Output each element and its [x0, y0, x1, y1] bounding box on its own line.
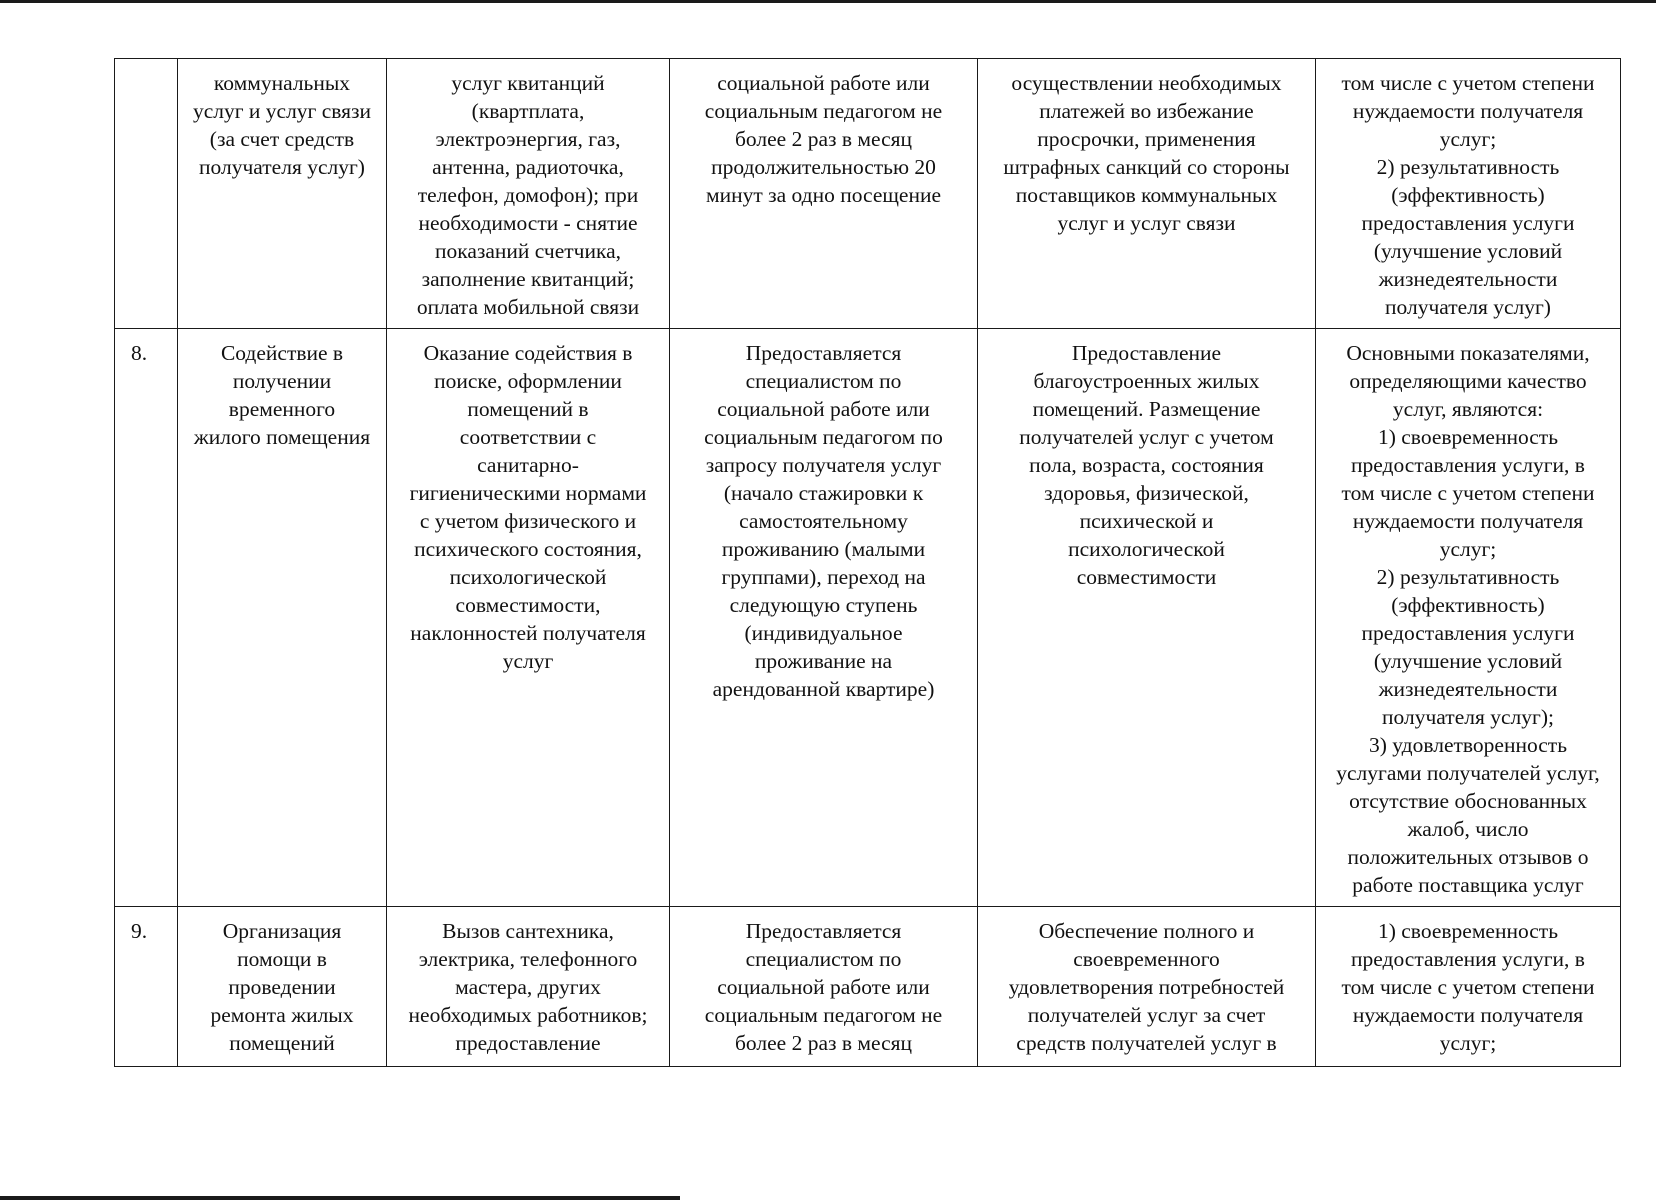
cell-text-line: с учетом физического и [419, 509, 637, 533]
cell-text-line: получателей услуг за счет [1027, 1003, 1266, 1027]
cell-text-line: необходимости - снятие [418, 211, 638, 235]
cell-text-line: санитарно- [477, 453, 579, 477]
cell-text-line: необходимых работников; [408, 1003, 648, 1027]
cell-text-line: (за счет средств [209, 127, 355, 151]
cell-text-line: минут за одно посещение [705, 183, 942, 207]
row-number-cell [115, 59, 178, 329]
cell-text-line: получении [232, 369, 332, 393]
cell-text-line: заполнение квитанций; [421, 267, 635, 291]
cell-text-line: услуг, являются: [1392, 397, 1544, 421]
cell-text-line: проживание на [754, 649, 893, 673]
cell-text-line: том числе с учетом степени [1341, 975, 1595, 999]
cell-text-line: Предоставление [1071, 341, 1222, 365]
cell-text-line: осуществлении необходимых [1011, 71, 1282, 95]
cell-text-line: Организация [222, 919, 342, 943]
cell-text-line: поиске, оформлении [434, 369, 622, 393]
cell-text-line: гигиеническими нормами [409, 481, 647, 505]
service-content-cell [387, 329, 670, 907]
cell-text-line: оплата мобильной связи [416, 295, 640, 319]
cell-text-line: своевременного [1073, 947, 1220, 971]
cell-text-line: совместимости, [455, 593, 601, 617]
cell-text-line: жилого помещения [193, 425, 371, 449]
cell-text-line: запросу получателя услуг [705, 453, 942, 477]
cell-text-line: Предоставляется [745, 341, 902, 365]
cell-text-line: показаний счетчика, [434, 239, 622, 263]
cell-text-line: самостоятельному [739, 509, 908, 533]
cell-text-line: социальным педагогом не [704, 1003, 943, 1027]
cell-text-line: 2) результативность [1376, 565, 1560, 589]
cell-text-line: услуг [502, 649, 554, 673]
cell-text-line: пола, возраста, состояния [1029, 453, 1264, 477]
cell-text-line: Содействие в [220, 341, 344, 365]
cell-text-line: 2) результативность [1376, 155, 1560, 179]
cell-text-line: социальной работе или [717, 975, 930, 999]
cell-text-line: социальным педагогом по [704, 425, 943, 449]
cell-text-line: получателя услуг) [199, 155, 365, 179]
cell-text-line: нуждаемости получателя [1352, 99, 1584, 123]
cell-text-line: услуг квитанций [451, 71, 605, 95]
service-terms-cell [670, 907, 978, 1067]
cell-text-line: электрика, телефонного [418, 947, 638, 971]
service-name-cell [178, 59, 387, 329]
cell-text-line: психической и [1079, 509, 1214, 533]
cell-text-line: жалоб, число [1407, 817, 1529, 841]
cell-text-line: штрафных санкций со стороны [1003, 155, 1290, 179]
cell-text-line: Основными показателями, [1346, 341, 1590, 365]
cell-text-line: телефон, домофон); при [417, 183, 639, 207]
cell-text-line: проживанию (малыми [721, 537, 926, 561]
cell-text-line: том числе с учетом степени [1341, 71, 1595, 95]
cell-text-line: арендованной квартире) [712, 677, 935, 701]
cell-text-line: специалистом по [745, 369, 902, 393]
cell-text-line: предоставления услуги [1361, 621, 1575, 645]
cell-text-line: предоставления услуги [1361, 211, 1575, 235]
service-result-cell [978, 329, 1316, 907]
quality-indicators-cell [1316, 329, 1621, 907]
cell-text-line: том числе с учетом степени [1341, 481, 1595, 505]
service-result-cell [978, 907, 1316, 1067]
cell-text-line: средств получателей услуг в [1016, 1031, 1277, 1055]
cell-text-line: предоставления услуги, в [1351, 453, 1585, 477]
row-number: 8. [131, 341, 148, 365]
cell-text-line: психического состояния, [414, 537, 642, 561]
cell-text-line: ремонта жилых [210, 1003, 354, 1027]
table-row [115, 329, 1621, 907]
cell-text-line: (улучшение условий [1373, 239, 1563, 263]
cell-text-line: поставщиков коммунальных [1015, 183, 1278, 207]
cell-text-line: более 2 раз в месяц [734, 1031, 913, 1055]
quality-indicators-cell [1316, 59, 1621, 329]
cell-text-line: положительных отзывов о [1347, 845, 1589, 869]
cell-text-line: (улучшение условий [1373, 649, 1563, 673]
cell-text-line: коммунальных [213, 71, 351, 95]
cell-text-line: следующую ступень [729, 593, 918, 617]
cell-text-line: временного [228, 397, 336, 421]
service-result-cell [978, 59, 1316, 329]
table-row [115, 907, 1621, 1067]
cell-text-line: предоставления услуги, в [1351, 947, 1585, 971]
cell-text-line: социальным педагогом не [704, 99, 943, 123]
quality-indicators-cell [1316, 907, 1621, 1067]
cell-text-line: услуг; [1439, 1031, 1497, 1055]
cell-text-line: (эффективность) [1391, 593, 1545, 617]
service-name-cell [178, 907, 387, 1067]
cell-text-line: платежей во избежание [1039, 99, 1254, 123]
cell-text-line: услуг; [1439, 537, 1497, 561]
cell-text-line: психологической [1068, 537, 1225, 561]
cell-text-line: электроэнергия, газ, [435, 127, 621, 151]
cell-text-line: здоровья, физической, [1044, 481, 1249, 505]
cell-text-line: совместимости [1076, 565, 1217, 589]
cell-text-line: нуждаемости получателя [1352, 509, 1584, 533]
cell-text-line: (эффективность) [1391, 183, 1545, 207]
row-number-cell [115, 329, 178, 907]
cell-text-line: получателя услуг); [1382, 705, 1554, 729]
row-number-cell [115, 907, 178, 1067]
cell-text-line: Обеспечение полного и [1038, 919, 1255, 943]
service-content-cell [387, 59, 670, 329]
cell-text-line: услуг; [1439, 127, 1497, 151]
cell-text-line: жизнедеятельности [1378, 677, 1558, 701]
cell-text-line: жизнедеятельности [1378, 267, 1558, 291]
cell-text-line: (индивидуальное [744, 621, 903, 645]
cell-text-line: услугами получателей услуг, [1336, 761, 1600, 785]
cell-text-line: продолжительностью 20 [711, 155, 936, 179]
cell-text-line: помещений в [467, 397, 589, 421]
cell-text-line: Вызов сантехника, [442, 919, 614, 943]
service-name-cell [178, 329, 387, 907]
cell-text-line: Предоставляется [745, 919, 902, 943]
cell-text-line: благоустроенных жилых [1033, 369, 1260, 393]
cell-text-line: просрочки, применения [1037, 127, 1256, 151]
service-terms-cell [670, 59, 978, 329]
cell-text-line: получателей услуг с учетом [1019, 425, 1274, 449]
services-table [114, 58, 1621, 1067]
cell-text-line: соответствии с [459, 425, 597, 449]
service-terms-cell [670, 329, 978, 907]
service-content-cell [387, 907, 670, 1067]
cell-text-line: отсутствие обоснованных [1349, 789, 1587, 813]
cell-text-line: 1) своевременность [1377, 919, 1559, 943]
cell-text-line: (квартплата, [471, 99, 585, 123]
cell-text-line: психологической [449, 565, 607, 589]
cell-text-line: социальной работе или [717, 71, 930, 95]
cell-text-line: проведении [228, 975, 336, 999]
cell-text-line: работе поставщика услуг [1352, 873, 1584, 897]
cell-text-line: 3) удовлетворенность [1369, 733, 1567, 757]
cell-text-line: антенна, радиоточка, [432, 155, 624, 179]
cell-text-line: помещений [229, 1031, 335, 1055]
cell-text-line: социальной работе или [717, 397, 930, 421]
cell-text-line: нуждаемости получателя [1352, 1003, 1584, 1027]
cell-text-line: группами), переход на [721, 565, 926, 589]
cell-text-line: предоставление [455, 1031, 601, 1055]
cell-text-line: наклонностей получателя [410, 621, 646, 645]
cell-text-line: удовлетворения потребностей [1008, 975, 1285, 999]
scan-border-bottom [0, 1196, 680, 1200]
cell-text-line: более 2 раз в месяц [734, 127, 913, 151]
cell-text-line: услуг и услуг связи [1057, 211, 1236, 235]
cell-text-line: помещений. Размещение [1032, 397, 1261, 421]
cell-text-line: определяющими качество [1349, 369, 1587, 393]
cell-text-line: услуг и услуг связи [192, 99, 372, 123]
cell-text-line: мастера, других [455, 975, 601, 999]
cell-text-line: 1) своевременность [1377, 425, 1559, 449]
cell-text-line: Оказание содействия в [423, 341, 633, 365]
scan-border-top [0, 0, 1656, 3]
cell-text-line: специалистом по [745, 947, 902, 971]
cell-text-line: получателя услуг) [1385, 295, 1551, 319]
cell-text-line: помощи в [237, 947, 327, 971]
cell-text-line: (начало стажировки к [723, 481, 924, 505]
row-number: 9. [131, 919, 148, 943]
table-row [115, 59, 1621, 329]
